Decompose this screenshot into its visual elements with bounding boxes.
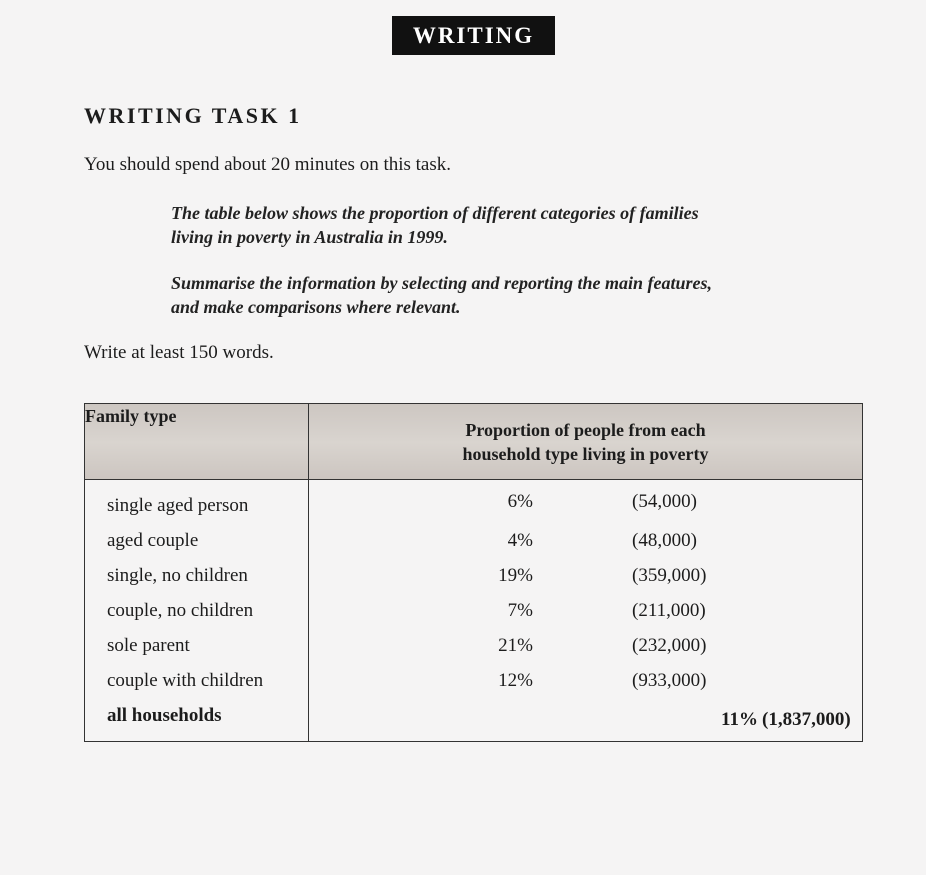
count-value: (54,000) <box>632 490 697 512</box>
family-type-cell: single aged person <box>85 480 309 524</box>
percent-value: 12% <box>498 669 533 691</box>
count-value: (1,837,000) <box>762 708 851 730</box>
percent-value: 7% <box>507 599 533 621</box>
family-type-cell: sole parent <box>85 628 309 663</box>
prompt-line: and make comparisons where relevant. <box>171 297 461 317</box>
proportion-cell <box>309 480 863 524</box>
task-title: WRITING TASK 1 <box>84 103 302 128</box>
table-header-row <box>85 404 863 480</box>
table-row <box>85 558 863 593</box>
table-row <box>85 593 863 628</box>
count-value: (211,000) <box>632 599 706 621</box>
header-family-type: Family type <box>85 404 309 480</box>
family-type-cell: couple with children <box>85 663 309 698</box>
table-row <box>85 480 863 524</box>
prompt-line: Summarise the information by selecting and reporting the main features, <box>171 273 713 293</box>
family-type-cell: couple, no children <box>85 593 309 628</box>
percent-value: 19% <box>498 564 533 586</box>
word-requirement: Write at least 150 words. <box>84 342 274 363</box>
table-row-total <box>85 698 863 742</box>
table-row <box>85 523 863 558</box>
table-row <box>85 663 863 698</box>
percent-value: 6% <box>507 490 533 512</box>
family-type-cell: all households <box>85 698 309 742</box>
proportion-cell <box>309 663 863 698</box>
header-proportion-line: household type living in poverty <box>462 443 709 464</box>
time-instruction: You should spend about 20 minutes on this task. <box>84 154 452 175</box>
prompt-line: living in poverty in Australia in 1999. <box>171 227 448 247</box>
count-value: (359,000) <box>632 564 707 586</box>
proportion-cell <box>309 593 863 628</box>
family-type-cell: single, no children <box>85 558 309 593</box>
table-row <box>85 628 863 663</box>
proportion-cell <box>309 558 863 593</box>
count-value: (48,000) <box>632 529 697 551</box>
prompt-line: The table below shows the proportion of different categories of families <box>171 203 699 223</box>
section-badge: WRITING <box>392 16 555 55</box>
poverty-table <box>84 403 863 742</box>
task-prompt-summary <box>171 271 791 319</box>
count-value: (933,000) <box>632 669 707 691</box>
family-type-cell: aged couple <box>85 523 309 558</box>
proportion-cell <box>309 698 863 742</box>
header-proportion-line: Proportion of people from each <box>465 419 706 440</box>
header-proportion <box>309 404 863 480</box>
percent-value: 11% <box>721 708 758 730</box>
task-prompt-description <box>171 201 791 249</box>
proportion-cell <box>309 523 863 558</box>
percent-value: 4% <box>507 529 533 551</box>
percent-value: 21% <box>498 634 533 656</box>
proportion-cell <box>309 628 863 663</box>
count-value: (232,000) <box>632 634 707 656</box>
